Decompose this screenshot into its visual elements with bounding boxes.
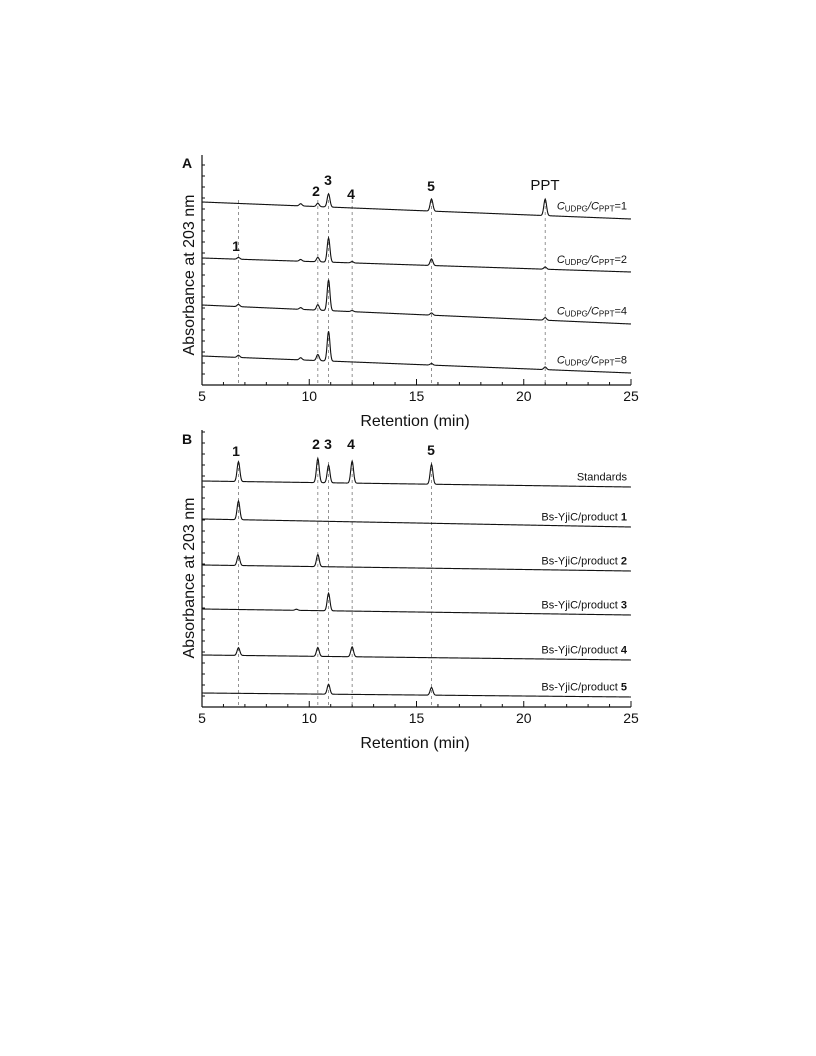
trace-label-part: UDPG <box>564 309 588 319</box>
trace-label-text: Standards <box>576 471 627 484</box>
panel-a <box>181 155 639 430</box>
peak-number-label: 3 <box>324 436 332 452</box>
trace-label-part: PPT <box>598 204 615 214</box>
x-tick-label: 10 <box>301 388 318 404</box>
trace-label <box>557 355 627 368</box>
peak-number-label: 2 <box>312 436 320 452</box>
x-tick-label: 20 <box>515 710 532 726</box>
trace-label-part: =2 <box>614 253 627 266</box>
x-tick-label: 20 <box>515 388 532 404</box>
trace-label-part: C <box>556 305 565 318</box>
x-tick-label: 25 <box>623 388 639 404</box>
trace-label-part: C <box>556 200 565 213</box>
trace-label-part: UDPG <box>564 204 588 214</box>
trace-label-part: PPT <box>598 257 615 267</box>
trace-label-part: PPT <box>598 309 615 319</box>
trace-label-part: /C <box>587 200 599 213</box>
trace-label <box>557 306 627 319</box>
trace-label-part: PPT <box>598 358 615 368</box>
panel-b-letter: B <box>182 431 193 447</box>
trace-label-text: Bs-YjiC/product <box>541 511 621 524</box>
trace-label <box>541 645 627 657</box>
trace-label <box>577 472 628 484</box>
x-tick-label: 5 <box>198 388 206 404</box>
trace-label-part: =4 <box>614 305 627 318</box>
trace-label-part: =8 <box>614 354 627 367</box>
peak-number-label: 1 <box>232 238 240 254</box>
peak-number-label: 4 <box>347 186 355 202</box>
panel-a-plot-area <box>198 155 639 404</box>
peak-number-label: 5 <box>427 442 435 458</box>
peak-number-label: 1 <box>232 443 240 459</box>
trace-label-part: UDPG <box>564 257 588 267</box>
trace-label <box>557 201 627 214</box>
trace-label-part: /C <box>587 305 599 318</box>
trace-label-part: =1 <box>614 200 627 213</box>
panel-b-xlabel: Retention (min) <box>360 735 470 752</box>
trace-label-product-number: 5 <box>620 681 627 694</box>
peak-number-label: 3 <box>324 172 332 188</box>
panel-b-ylabel: Absorbance at 203 nm <box>181 497 198 659</box>
trace-label-product-number: 3 <box>620 599 627 612</box>
trace-label <box>541 556 627 568</box>
trace-label-part: /C <box>587 354 599 367</box>
panel-b <box>181 430 639 752</box>
chromatogram-trace <box>202 458 631 487</box>
x-tick-label: 5 <box>198 710 206 726</box>
trace-label-part: C <box>556 253 565 266</box>
trace-label-part: UDPG <box>564 358 588 368</box>
trace-label-product-number: 1 <box>620 511 627 524</box>
peak-number-label: 4 <box>347 436 355 452</box>
trace-label-text: Bs-YjiC/product <box>541 681 621 694</box>
trace-label-part: /C <box>587 253 599 266</box>
trace-label <box>557 254 627 267</box>
trace-label-product-number: 2 <box>620 555 627 568</box>
panel-a-xlabel: Retention (min) <box>360 413 470 430</box>
trace-label-part: C <box>556 354 565 367</box>
x-tick-label: 25 <box>623 710 639 726</box>
trace-label-text: Bs-YjiC/product <box>541 644 621 657</box>
trace-label-text: Bs-YjiC/product <box>541 599 621 612</box>
trace-label-text: Bs-YjiC/product <box>541 555 621 568</box>
x-tick-label: 15 <box>408 388 425 404</box>
trace-label <box>541 600 627 612</box>
trace-label <box>541 511 627 523</box>
panel-a-letter: A <box>182 155 193 171</box>
peak-number-label: 5 <box>427 178 435 194</box>
x-tick-label: 15 <box>408 710 425 726</box>
peak-number-label: 2 <box>312 183 320 199</box>
panel-b-plot-area <box>198 430 639 726</box>
x-tick-label: 10 <box>301 710 318 726</box>
panel-a-ylabel: Absorbance at 203 nm <box>181 194 198 356</box>
trace-label <box>541 682 627 694</box>
ppt-peak-label: PPT <box>530 177 560 194</box>
trace-label-product-number: 4 <box>620 644 627 657</box>
